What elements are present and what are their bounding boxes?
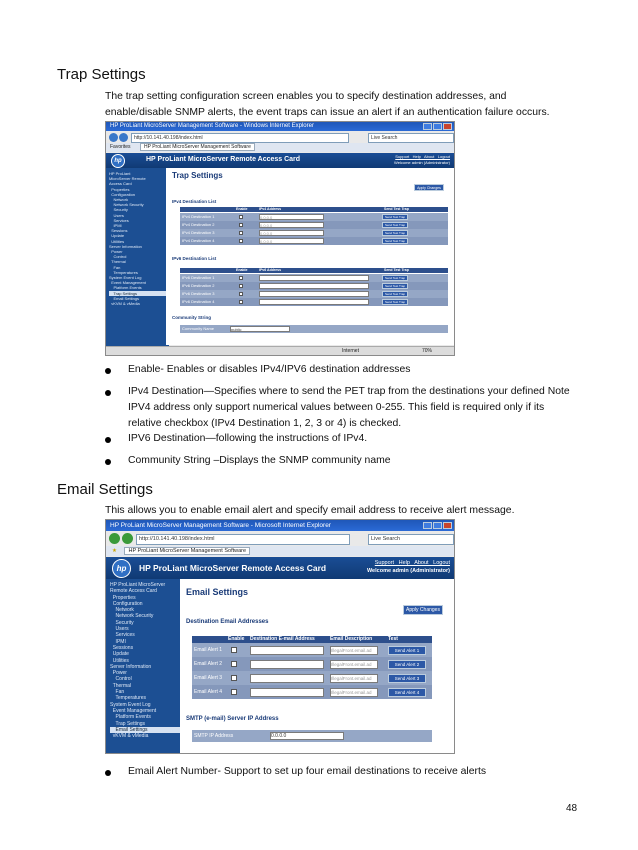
row-label: IPv4 Destination 2: [182, 222, 215, 227]
rac-title: HP ProLiant MicroServer Remote Access Card: [139, 563, 327, 573]
community-name-label: Community Name: [182, 326, 215, 331]
email-address-input[interactable]: [250, 646, 324, 655]
address-bar[interactable]: http://10.141.40.198/index.html: [136, 534, 350, 545]
send-alert-button[interactable]: Send Alert 1: [388, 646, 426, 655]
email-description-input[interactable]: IllegalFront.email.ad: [330, 646, 378, 655]
email-address-input[interactable]: [250, 660, 324, 669]
minimize-icon[interactable]: [423, 522, 432, 529]
ipv6-row: [180, 298, 448, 306]
row-label: IPv6 Destination 1: [182, 275, 215, 280]
enable-checkbox[interactable]: [239, 231, 243, 235]
nav-item[interactable]: Services: [109, 217, 129, 223]
nav-item[interactable]: vKVM & vMedia: [110, 733, 149, 740]
trap-settings-heading: Trap Settings: [57, 66, 146, 83]
ipv4-table-header: [180, 207, 448, 212]
row-label: IPv6 Destination 3: [182, 291, 215, 296]
col-test: Test: [388, 636, 398, 642]
nav-sidebar: [106, 168, 169, 348]
bullet-dot: [105, 390, 111, 396]
bullet-ipv4-line-1: IPv4 Destination—Specifies where to send the PET trap from the destinations your defined Note: [128, 386, 570, 397]
zoom-level[interactable]: 70%: [422, 348, 433, 354]
nav-item[interactable]: Network Security: [110, 613, 154, 620]
nav-item[interactable]: Network: [110, 607, 134, 614]
hp-logo: hp: [111, 154, 125, 168]
enable-checkbox[interactable]: [239, 284, 243, 288]
community-string-title: Community String: [172, 315, 211, 320]
destination-email-title: Destination Email Addresses: [186, 619, 269, 625]
nav-item[interactable]: Temperatures: [110, 695, 147, 702]
favorites-star-icon[interactable]: ★: [112, 548, 117, 554]
nav-item-active[interactable]: Email Settings: [110, 727, 184, 733]
nav-item[interactable]: Configuration: [109, 191, 136, 197]
enable-checkbox[interactable]: [239, 300, 243, 304]
window-controls: [423, 522, 452, 529]
nav-item[interactable]: Update: [110, 651, 129, 658]
nav-item[interactable]: Remote Access Card: [110, 588, 157, 595]
nav-item[interactable]: Access Card: [109, 181, 132, 187]
nav-item[interactable]: Trap Settings: [110, 720, 146, 727]
trap-settings-screenshot: [105, 121, 455, 356]
col-destination-address: Destination E-mail Address: [250, 636, 315, 642]
email-settings-heading: Email Settings: [57, 481, 153, 498]
browser-tab[interactable]: HP ProLiant MicroServer Management Software: [124, 547, 250, 555]
nav-item[interactable]: MicroServer Remote: [109, 176, 146, 182]
row-label: IPv6 Destination 4: [182, 299, 215, 304]
col-enable: Enable: [236, 207, 248, 211]
send-test-trap-button[interactable]: Send Test Trap: [382, 299, 408, 305]
enable-checkbox[interactable]: [239, 215, 243, 219]
apply-changes-button[interactable]: Apply Changes: [403, 605, 443, 615]
row-label: IPv4 Destination 1: [182, 214, 215, 219]
forward-icon[interactable]: [119, 133, 128, 142]
ipv6-address-input[interactable]: [259, 291, 369, 297]
ipv4-row: [180, 237, 448, 245]
bullet-dot: [105, 368, 111, 374]
nav-item[interactable]: Utilities: [109, 238, 125, 244]
row-label: Email Alert 1: [194, 647, 223, 653]
hp-logo: hp: [112, 559, 131, 578]
nav-item[interactable]: Power: [110, 670, 127, 677]
ipv4-address-input[interactable]: 0.0.0.0: [259, 238, 324, 244]
col-enable: Enable: [236, 268, 248, 272]
nav-item[interactable]: Sessions: [110, 644, 134, 651]
browser-titlebar: [106, 122, 454, 131]
smtp-ip-label: SMTP IP Address: [194, 733, 234, 739]
nav-item[interactable]: Configuration: [110, 600, 143, 607]
search-box[interactable]: Live Search: [368, 534, 454, 545]
row-label: IPv4 Destination 3: [182, 230, 215, 235]
col-enable: Enable: [228, 636, 245, 642]
bullet-community: Community String –Displays the SNMP community name: [128, 455, 391, 466]
ipv4-row: [180, 221, 448, 229]
bullet-ipv4-line-3: relative checkbox (IPv4 Destination 1, 2, 3 or 4) is checked.: [128, 418, 402, 429]
email-alert-row: [192, 685, 432, 699]
nav-item[interactable]: vKVM & vMedia: [109, 301, 140, 307]
nav-item[interactable]: Security: [110, 619, 134, 626]
nav-item[interactable]: Properties: [109, 186, 130, 192]
col-send-test-trap: Send Test Trap: [384, 268, 409, 272]
ipv4-row: [180, 229, 448, 237]
apply-changes-button[interactable]: Apply Changes: [414, 184, 444, 191]
minimize-icon[interactable]: [423, 123, 432, 130]
enable-checkbox[interactable]: [231, 647, 237, 653]
ipv6-row: [180, 282, 448, 290]
bullet-dot: [105, 437, 111, 443]
ipv4-address-input[interactable]: 0.0.0.0: [259, 214, 324, 220]
bullet-ipv6: IPV6 Destination—following the instructions of IPv4.: [128, 433, 368, 444]
nav-item[interactable]: System Event Log: [110, 701, 151, 708]
back-icon[interactable]: [109, 133, 118, 142]
nav-item[interactable]: Server Information: [110, 663, 152, 670]
nav-item[interactable]: HP ProLiant MicroServer: [110, 582, 166, 588]
maximize-icon[interactable]: [433, 522, 442, 529]
nav-item[interactable]: Update: [109, 233, 125, 239]
nav-item-active[interactable]: Trap Settings: [109, 291, 169, 296]
rac-header: [106, 557, 454, 579]
email-intro: This allows you to enable email alert and specify email address to receive alert message.: [105, 505, 515, 516]
ipv4-list-title: IPv4 Destination List: [172, 199, 217, 204]
send-test-trap-button[interactable]: Send Test Trap: [382, 230, 408, 236]
browser-window-title: HP ProLiant MicroServer Management Software - Windows Internet Explorer: [110, 123, 314, 129]
nav-item[interactable]: Fan: [109, 264, 121, 270]
send-test-trap-button[interactable]: Send Test Trap: [382, 222, 408, 228]
favorites-label[interactable]: Favorites: [110, 144, 131, 150]
ipv4-row: [180, 213, 448, 221]
nav-item[interactable]: Users: [110, 626, 129, 633]
community-row: [180, 325, 448, 333]
nav-item[interactable]: Event Management: [110, 707, 157, 714]
smtp-title: SMTP (e-mail) Server IP Address: [186, 716, 279, 722]
forward-icon[interactable]: [122, 533, 133, 544]
enable-checkbox[interactable]: [239, 276, 243, 280]
nav-item[interactable]: System Event Log: [109, 275, 142, 281]
send-test-trap-button[interactable]: Send Test Trap: [382, 283, 408, 289]
nav-item[interactable]: Services: [110, 632, 135, 639]
ipv6-list-title: IPv6 Destination List: [172, 256, 217, 261]
browser-tab[interactable]: HP ProLiant MicroServer Management Software: [140, 143, 255, 151]
row-label: Email Alert 2: [194, 661, 223, 667]
smtp-ip-input[interactable]: 0.0.0.0: [270, 732, 344, 740]
nav-item[interactable]: Control: [110, 676, 132, 683]
top-links[interactable]: Support Help About Logout: [395, 154, 450, 159]
page-title: Trap Settings: [172, 171, 223, 180]
enable-checkbox[interactable]: [239, 239, 243, 243]
ipv6-address-input[interactable]: [259, 299, 369, 305]
email-settings-screenshot: [105, 519, 455, 754]
nav-item[interactable]: Control: [109, 254, 127, 260]
welcome-text: Welcome admin (Administrator): [394, 160, 450, 165]
bullet-enable: Enable- Enables or disables IPv4/IPV6 destination addresses: [128, 364, 411, 375]
page-number: 48: [566, 803, 578, 814]
nav-item[interactable]: Temperatures: [109, 269, 138, 275]
enable-checkbox[interactable]: [231, 675, 237, 681]
top-links[interactable]: Support Help About Logout: [374, 560, 450, 566]
nav-item[interactable]: Users: [109, 212, 124, 218]
page-title: Email Settings: [186, 587, 249, 597]
nav-item[interactable]: Event Management: [109, 280, 146, 286]
trap-intro-line-1: The trap setting configuration screen enables you to specify destination addresses, and: [105, 91, 507, 102]
enable-checkbox[interactable]: [239, 223, 243, 227]
address-bar[interactable]: http://10.141.40.198/index.html: [131, 133, 349, 143]
row-label: Email Alert 4: [194, 689, 223, 695]
send-test-trap-button[interactable]: Send Test Trap: [382, 291, 408, 297]
email-description-input[interactable]: IllegalFront.email.ad: [330, 660, 378, 669]
maximize-icon[interactable]: [433, 123, 442, 130]
email-description-input[interactable]: IllegalFront.email.ad: [330, 674, 378, 683]
nav-item[interactable]: Platform Events: [110, 714, 151, 721]
status-bar: [106, 346, 454, 355]
enable-checkbox[interactable]: [231, 689, 237, 695]
send-alert-button[interactable]: Send Alert 4: [388, 688, 426, 697]
nav-item[interactable]: Fan: [110, 689, 125, 696]
row-label: IPv4 Destination 4: [182, 238, 215, 243]
email-address-input[interactable]: [250, 674, 324, 683]
nav-item[interactable]: Sessions: [109, 228, 128, 234]
send-alert-button[interactable]: Send Alert 2: [388, 660, 426, 669]
favorites-bar: [106, 143, 454, 152]
rac-header: [106, 153, 454, 168]
trap-content: [166, 168, 454, 345]
ipv6-row: [180, 274, 448, 282]
internet-zone: Internet: [342, 348, 359, 354]
tabs-bar: [106, 546, 454, 556]
bullet-dot: [105, 459, 111, 465]
row-label: Email Alert 3: [194, 675, 223, 681]
ipv4-address-input[interactable]: 0.0.0.0: [259, 230, 324, 236]
bullet-email-alert-number: Email Alert Number- Support to set up four email destinations to receive alerts: [128, 766, 487, 777]
send-test-trap-button[interactable]: Send Test Trap: [382, 275, 408, 281]
enable-checkbox[interactable]: [239, 292, 243, 296]
email-content: [180, 579, 454, 753]
nav-item[interactable]: Platform Events: [109, 285, 142, 291]
window-controls: [423, 123, 452, 130]
ipv6-table-header: [180, 268, 448, 273]
nav-item[interactable]: Security: [109, 207, 128, 213]
ipv6-address-input[interactable]: [259, 275, 369, 281]
nav-item[interactable]: Thermal: [109, 259, 126, 265]
nav-item[interactable]: IPMI: [109, 223, 122, 229]
enable-checkbox[interactable]: [231, 661, 237, 667]
bullet-ipv4-line-2: IPV4 address only support numerical values between 0-255. This field is required only if its: [128, 402, 545, 413]
ipv4-address-input[interactable]: 0.0.0.0: [259, 222, 324, 228]
nav-item[interactable]: Network Security: [109, 202, 144, 208]
browser-window-title: HP ProLiant MicroServer Management Software - Microsoft Internet Explorer: [110, 522, 331, 529]
trap-intro-line-2: enable/disable SNMP alerts, the event traps can issue an alert if an authentication failure occurs.: [105, 107, 550, 118]
nav-item[interactable]: Network: [109, 197, 129, 203]
rac-title: HP ProLiant MicroServer Remote Access Card: [146, 156, 301, 163]
nav-sidebar: [106, 579, 184, 754]
nav-item[interactable]: Thermal: [110, 682, 132, 689]
nav-item[interactable]: HP ProLiant: [109, 171, 131, 176]
nav-item[interactable]: Properties: [110, 594, 136, 601]
bullet-dot: [105, 770, 111, 776]
email-table-header: [192, 636, 432, 643]
email-alert-row: [192, 671, 432, 685]
email-alert-row: [192, 657, 432, 671]
close-icon[interactable]: [443, 522, 452, 529]
browser-titlebar: [106, 520, 454, 531]
smtp-row: [192, 730, 432, 742]
col-ipv6-address: IPv6 Address: [259, 268, 282, 272]
col-send-test-trap: Send Test Trap: [384, 207, 409, 211]
nav-item[interactable]: IPMI: [110, 638, 126, 645]
ipv6-address-input[interactable]: [259, 283, 369, 289]
search-box[interactable]: Live Search: [368, 133, 454, 143]
nav-item[interactable]: Email Settings: [109, 295, 140, 301]
row-label: IPv6 Destination 2: [182, 283, 215, 288]
col-ipv4-address: IPv4 Address: [259, 207, 282, 211]
email-description-input[interactable]: IllegalFront.email.ad: [330, 688, 378, 697]
send-test-trap-button[interactable]: Send Test Trap: [382, 214, 408, 220]
email-alert-row: [192, 643, 432, 657]
ipv6-row: [180, 290, 448, 298]
nav-item[interactable]: Server Information: [109, 243, 142, 249]
send-alert-button[interactable]: Send Alert 3: [388, 674, 426, 683]
community-name-input[interactable]: public: [230, 326, 290, 332]
nav-item[interactable]: Power: [109, 249, 123, 255]
close-icon[interactable]: [443, 123, 452, 130]
col-email-description: Email Description: [330, 636, 373, 642]
welcome-text: Welcome admin (Administrator): [366, 568, 450, 574]
send-test-trap-button[interactable]: Send Test Trap: [382, 238, 408, 244]
email-address-input[interactable]: [250, 688, 324, 697]
back-icon[interactable]: [109, 533, 120, 544]
nav-item[interactable]: Utilities: [110, 657, 129, 664]
